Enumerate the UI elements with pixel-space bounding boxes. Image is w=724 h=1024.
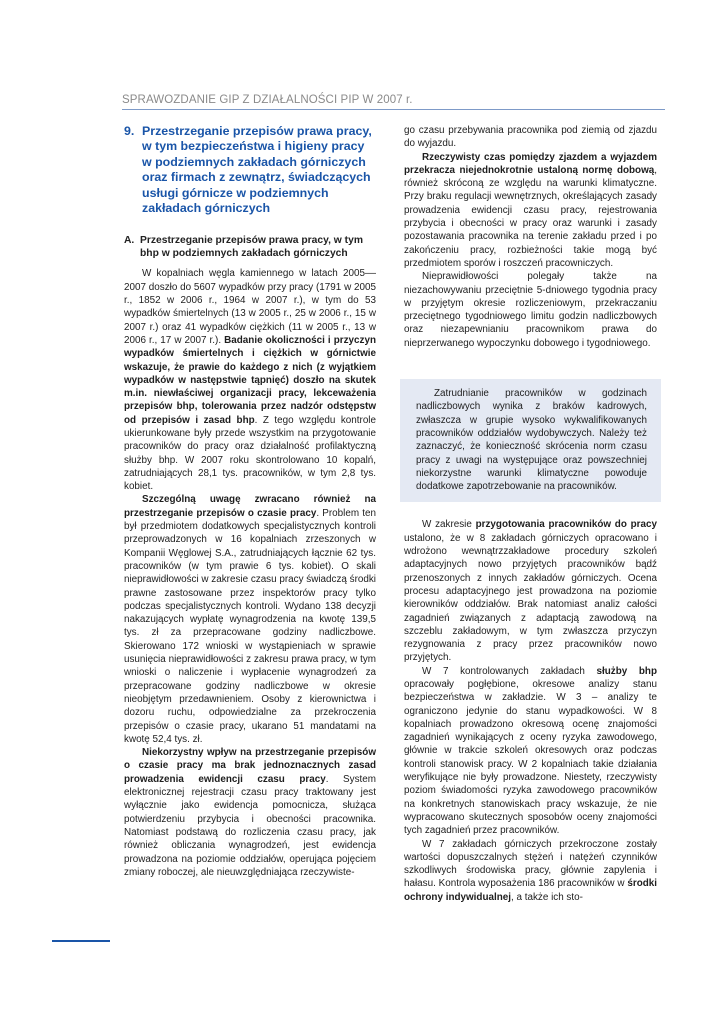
subsection-title: Przestrzeganie przepisów prawa pracy, w tym bhp w podziemnych zakładach górniczych xyxy=(140,235,363,260)
footer-accent-line xyxy=(52,940,110,942)
text-run: ustalono, że w 8 zakładach górniczych opracowano i wdrożono wewnątrzzakładowe procedury szkoleń adaptacyjnych nowo przyjętych pracowników bądź przenoszonych z innych zakładów górniczych. Ocena procesu adaptacyjnego jest prowadzona na poziomie kierowników oddziałów. Brak natomiast analiz całości zagadnień związanych z adaptacją zawodową na szczeblu zakładowym, w tym zwłaszcza przyczyn rezygnowania z pracy przez pracowników nowo przyjętych. xyxy=(404,532,657,664)
text-run: . System elektronicznej rejestracji czasu pracy traktowany jest wyłącznie jako ewidencja pomocnicza, służąca potwierdzeniu przybycia i obecności pracownika. Natomiast podstawą do rozliczenia czasu pracy, jak również obliczania wynagrodzeń, jest ewidencja prowadzona na poziomie oddziałów, operująca pojęciem zmiany roboczej, ale nieuwzględniająca rzeczywiste- xyxy=(124,773,376,878)
highlight-box xyxy=(400,379,661,502)
text-run: W 7 kontrolowanych zakładach xyxy=(422,665,597,677)
right-column xyxy=(404,124,657,904)
text-run: opracowały pogłębione, okresowe analizy stanu bezpieczeństwa w zakładzie. W 3 – analizy te ograniczono jedynie do stanu wypadkowości. W 8 kopalniach prowadzono okresową ocenę znajomości zagadnień wynikających z oceny ryzyka zawodowego, głównie w trakcie szkoleń okresowych oraz podczas kontroli stanowisk pracy. W 2 kopalniach takie działania weryfikujące nie były prowadzone. Niestety, rzeczywisty poziom świadomości ryzyka zawodowego pracowników na konkretnych stanowiskach pracy wskazuje, że nie wypracowano skutecznych sposobów oceny znajomości tych zagadnień przez pracowników. xyxy=(404,678,657,837)
bold-run: Rzeczywisty czas pomiędzy zjazdem a wyjazdem przekracza niejednokrotnie ustaloną normę dobową xyxy=(404,151,657,176)
paragraph xyxy=(124,267,376,493)
paragraph xyxy=(404,518,657,664)
section-title: Przestrzeganie przepisów prawa pracy, w tym bezpieczeństwa i higieny pracy w podziemnych zakładach górniczych oraz firmach z zewnątrz, świadczących usługi górnicze w podziemnych zakładach górniczych xyxy=(142,124,372,216)
text-run: , również skróconą ze względu na warunki klimatyczne. Przy braku regulacji wewnętrznych, określających zasady prowadzenia ewidencji czasu pracy, rejestrowania przybycia i obecności w pracy oraz warunki i zasady pozostawania pracownika na terenie zakładu przed i po zakończeniu pracy, rozbieżności takie mogą być przedmiotem sporów i roszczeń pracowniczych. xyxy=(404,164,657,269)
bold-run: Szczególną uwagę zwracano również na przestrzeganie przepisów o czasie pracy xyxy=(124,494,376,519)
text-run: W zakresie xyxy=(422,519,476,531)
bold-run: przygotowania pracowników do pracy xyxy=(475,519,657,531)
paragraph xyxy=(404,151,657,271)
running-header: SPRAWOZDANIE GIP Z DZIAŁALNOŚCI PIP W 2007 r. xyxy=(122,94,413,106)
bold-run: służby bhp xyxy=(596,665,657,677)
paragraph xyxy=(124,493,376,746)
header-divider xyxy=(122,109,665,110)
callout-text: Zatrudnianie pracowników w godzinach nadliczbowych wynika z braków kadrowych, zwłaszcza w grupie wysoko wykwalifikowanych pracowników oddziałów wydobywczych. Należy też zaznaczyć, że konieczność skrócenia norm czasu pracy z uwagi na występujące oraz powszechniej niekorzystne warunki klimatyczne powoduje dodatkowe zapotrzebowanie na pracowników. xyxy=(416,388,647,493)
section-number: 9. xyxy=(124,124,135,138)
left-column xyxy=(124,124,376,879)
paragraph xyxy=(404,665,657,838)
bold-run: Badanie okoliczności i przyczyn wypadków śmiertelnych i ciężkich w górnictwie wskazuje, że prawie do każdego z nich (z wyjątkiem wypadków w następstwie tąpnięć) doszło na skutek m.in. niewłaściwej organizacji pracy, lekceważenia przepisów bhp, tolerowania przez nadzór odstępstw od przepisów i zasad bhp xyxy=(124,334,376,426)
paragraph xyxy=(404,838,657,904)
paragraph xyxy=(124,746,376,879)
text-run: . Problem ten był przedmiotem dodatkowych specjalistycznych kontroli przeprowadzonych w 16 kopalniach zrzeszonych w Kompanii Węglowej S.A., zatrudniających łącznie 62 tys. pracowników (w tym prawie 6 tys. kobiet). O skali nieprawidłowości w zakresie czasu pracy świadczą środki prawne zastosowane przez inspektorów pracy tylko podczas specjalistycznych kontroli. Wydano 138 decyzji nakazujących wypłatę wynagrodzenia na kwotę 139,5 tys. zł za przepracowane godziny nadliczbowe. Skierowano 172 wnioski w wystąpieniach w sprawie usunięcia nieprawidłowości z zakresu prawa pracy, w tym wnioski o naliczenie i wypłacenie wynagrodzeń za przepracowane godziny nadliczbowe w okresie nieobjętym przedawnieniem. Osoby z kierownictwa i dozoru ruchu, odpowiedzialne za przekroczenia przepisów o czasie pracy, ukarano 51 mandatami na kwotę 52,4 tys. zł. xyxy=(124,507,376,745)
paragraph: go czasu przebywania pracownika pod ziemią od zjazdu do wyjazdu. xyxy=(404,125,657,150)
text-run: W 7 zakładach górniczych przekroczone zostały wartości dopuszczalnych stężeń i natężeń czynników szkodliwych środowiska pracy, głównie zapylenia i hałasu. Kontrola wyposażenia 186 pracowników w xyxy=(404,838,657,890)
section-heading xyxy=(124,124,376,216)
bold-run: Niekorzystny wpływ na przestrzeganie przepisów o czasie pracy ma brak jednoznacznych zasad prowadzenia ewidencji czasu pracy xyxy=(124,747,376,785)
subsection-heading xyxy=(124,234,376,260)
bold-run: środki ochrony indywidualnej xyxy=(404,878,657,903)
paragraph: Nieprawidłowości polegały także na niezachowywaniu przeciętnie 5-dniowego tygodnia pracy w przyjętym okresie rozliczeniowym, przekraczaniu przeciętnego tygodniowego limitu godzin nadliczbowych oraz niezapewnianiu pracownikom prawa do nieprzerwanego wypoczynku dobowego i tygodniowego. xyxy=(404,271,657,349)
text-run: , a także ich sto- xyxy=(511,891,583,903)
subsection-letter: A. xyxy=(124,235,135,247)
text-run: . Z tego względu kontrole ukierunkowane były przede wszystkim na przygotowanie pracowników do pracy oraz działalność profilaktyczną służby bhp. W 2007 roku skontrolowano 10 kopalń, zatrudniających 28,1 tys. pracowników, w tym 2,8 tys. kobiet. xyxy=(124,414,376,493)
text-run: W kopalniach węgla kamiennego w latach 2005––2007 doszło do 5607 wypadków przy pracy (1791 w 2005 r., 1852 w 2006 r., 1964 w 2007 r.), w tym do 53 wypadków śmiertelnych (13 w 2005 r., 25 w 2006 r., 15 w 2007 r.) oraz 41 wypadków ciężkich (11 w 2005 r., 13 w 2006 r., 17 w 2007 r.). xyxy=(124,268,376,346)
